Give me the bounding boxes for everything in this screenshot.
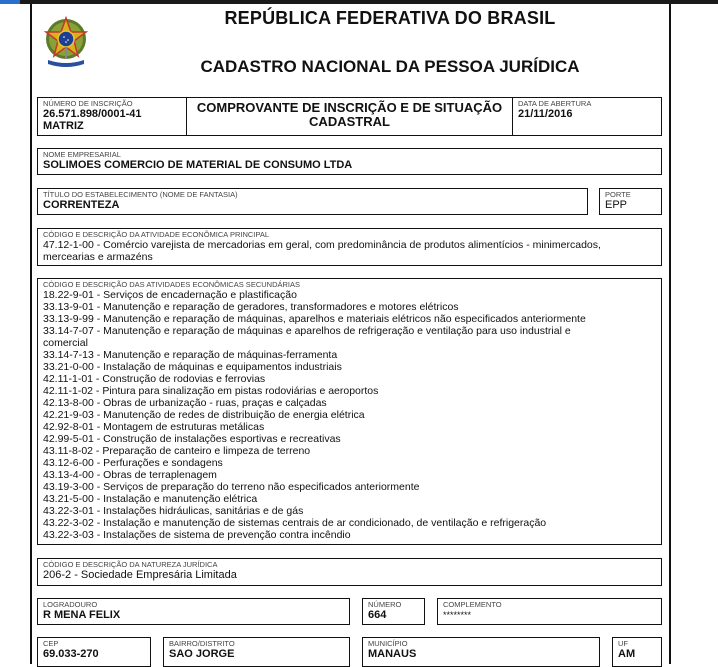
activity-line: comercial [43, 337, 88, 349]
comprovante-box [186, 97, 513, 136]
tipo-value: MATRIZ [43, 120, 84, 132]
fantasia-label: TÍTULO DO ESTABELECIMENTO (NOME DE FANTASIA) [43, 190, 238, 199]
municipio-box [362, 637, 600, 667]
activity-line: 47.12-1-00 - Comércio varejista de mercadorias em geral, com predominância de produtos alimentícios - minimercados, [43, 239, 601, 251]
cep-label: CEP [43, 639, 59, 648]
fantasia-box [37, 188, 588, 215]
activity-line: mercearias e armazéns [43, 251, 153, 263]
natureza-juridica-value: 206-2 - Sociedade Empresária Limitada [43, 569, 237, 581]
bairro-label: BAIRRO/DISTRITO [169, 639, 235, 648]
activity-line: 43.13-4-00 - Obras de terraplenagem [43, 469, 217, 481]
natureza-juridica-box [37, 558, 662, 586]
atividade-principal-label: CÓDIGO E DESCRIÇÃO DA ATIVIDADE ECONÔMICA PRINCIPAL [43, 230, 270, 239]
logradouro-value: R MENA FELIX [43, 609, 121, 621]
inscricao-label: NÚMERO DE INSCRIÇÃO [43, 99, 133, 108]
document-right-border [669, 4, 671, 664]
abertura-label: DATA DE ABERTURA [518, 99, 592, 108]
activity-line: 43.11-8-02 - Preparação de canteiro e limpeza de terreno [43, 445, 311, 457]
cep-value: 69.033-270 [43, 648, 99, 660]
activity-line: 33.14-7-13 - Manutenção e reparação de máquinas-ferramenta [43, 349, 338, 361]
complemento-box [437, 598, 662, 625]
logradouro-label: LOGRADOURO [43, 600, 98, 609]
uf-box [612, 637, 662, 667]
complemento-label: COMPLEMENTO [443, 600, 502, 609]
activity-line: 18.22-9-01 - Serviços de encadernação e plastificação [43, 289, 297, 301]
atividades-secundarias-box [37, 278, 662, 545]
cep-box [37, 637, 151, 667]
brazil-coat-of-arms-icon [38, 14, 94, 70]
activity-line: 42.99-5-01 - Construção de instalações esportivas e recreativas [43, 433, 341, 445]
municipio-value: MANAUS [368, 648, 417, 660]
municipio-label: MUNICÍPIO [368, 639, 408, 648]
activity-line: 33.13-9-01 - Manutenção e reparação de geradores, transformadores e motores elétricos [43, 301, 459, 313]
cnpj-value: 26.571.898/0001-41 [43, 108, 142, 120]
nome-empresarial-box [37, 148, 662, 175]
activity-line: 33.13-9-99 - Manutenção e reparação de máquinas, aparelhos e materiais elétricos não especificados anteriormente [43, 313, 586, 325]
activity-line: 43.19-3-00 - Serviços de preparação do terreno não especificados anteriormente [43, 481, 420, 493]
atividades-secundarias-list [43, 289, 656, 541]
activity-line: 43.22-3-03 - Instalações de sistema de prevenção contra incêndio [43, 529, 351, 541]
numero-label: NÚMERO [368, 600, 402, 609]
activity-line: 43.22-3-01 - Instalações hidráulicas, sanitárias e de gás [43, 505, 304, 517]
atividade-principal-box [37, 228, 662, 266]
natureza-juridica-label: CÓDIGO E DESCRIÇÃO DA NATUREZA JURÍDICA [43, 560, 218, 569]
fantasia-value: CORRENTEZA [43, 199, 120, 211]
abertura-box [512, 97, 662, 136]
activity-line: 42.11-1-01 - Construção de rodovias e ferrovias [43, 373, 266, 385]
bairro-box [163, 637, 350, 667]
activity-line: 43.21-5-00 - Instalação e manutenção elétrica [43, 493, 258, 505]
inscricao-box [37, 97, 187, 136]
complemento-value: ******** [443, 610, 472, 620]
bairro-value: SAO JORGE [169, 648, 235, 660]
porte-value: EPP [605, 199, 628, 211]
activity-line: 33.21-0-00 - Instalação de máquinas e equipamentos industriais [43, 361, 342, 373]
activity-line: 33.14-7-07 - Manutenção e reparação de máquinas e aparelhos de refrigeração e ventilação para uso industrial e [43, 325, 571, 337]
nome-empresarial-label: NOME EMPRESARIAL [43, 150, 121, 159]
activity-line: 42.92-8-01 - Montagem de estruturas metálicas [43, 421, 265, 433]
page-title: REPÚBLICA FEDERATIVA DO BRASIL [224, 8, 556, 28]
document-left-border [30, 4, 32, 664]
numero-value: 664 [368, 609, 387, 621]
activity-line: 43.22-3-02 - Instalação e manutenção de sistemas centrais de ar condicionado, de ventilação e refrigeração [43, 517, 547, 529]
uf-label: UF [618, 639, 628, 648]
atividade-principal-list [43, 239, 656, 263]
logradouro-box [37, 598, 350, 625]
activity-line: 43.12-6-00 - Perfurações e sondagens [43, 457, 223, 469]
top-bar [0, 0, 718, 4]
abertura-value: 21/11/2016 [518, 108, 573, 120]
nome-empresarial-value: SOLIMOES COMERCIO DE MATERIAL DE CONSUMO LTDA [43, 159, 353, 171]
page-subtitle: CADASTRO NACIONAL DA PESSOA JURÍDICA [200, 57, 580, 76]
comprovante-title-line1: COMPROVANTE DE INSCRIÇÃO E DE SITUAÇÃO [196, 100, 503, 115]
atividades-secundarias-label: CÓDIGO E DESCRIÇÃO DAS ATIVIDADES ECONÔMICAS SECUNDÁRIAS [43, 280, 300, 289]
activity-line: 42.21-9-03 - Manutenção de redes de distribuição de energia elétrica [43, 409, 365, 421]
comprovante-title-line2: CADASTRAL [309, 114, 390, 129]
uf-value: AM [618, 648, 636, 660]
numero-box [362, 598, 425, 625]
top-bar-accent [0, 0, 20, 4]
activity-line: 42.11-1-02 - Pintura para sinalização em pistas rodoviárias e aeroportos [43, 385, 379, 397]
activity-line: 42.13-8-00 - Obras de urbanização - ruas, praças e calçadas [43, 397, 327, 409]
porte-box [599, 188, 662, 215]
porte-label: PORTE [605, 190, 631, 199]
